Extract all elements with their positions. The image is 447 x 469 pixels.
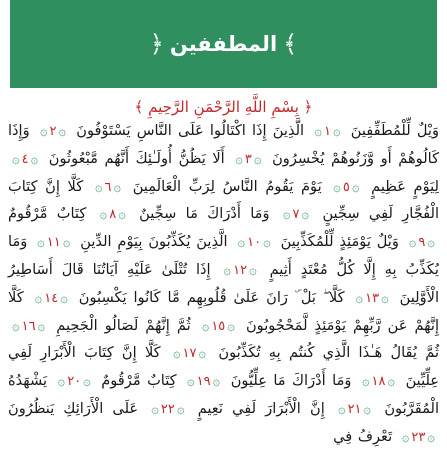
ayah-ornament-icon: ۞ bbox=[99, 207, 108, 223]
verse-text: وَمَا أَدْرَاكَ مَا عِلِّيُّونَ bbox=[230, 372, 352, 390]
ayah-number: ١ bbox=[323, 124, 331, 139]
ayah-ornament-icon: ۞ bbox=[60, 290, 68, 306]
ayah-marker bbox=[355, 286, 388, 313]
verse-text: يَوْمَ يَقُومُ النَّاسُ لِرَبِّ الْعَالَمِينَ bbox=[132, 177, 322, 195]
verse-text: ثُمَّ إِنَّهُمْ لَصَالُو الْجَحِيمِ bbox=[56, 316, 191, 334]
verse-text: كِتَابٌ مَّرْقُومٌ bbox=[101, 372, 177, 390]
ayah-number: ١٧ bbox=[182, 346, 197, 362]
verse-text: وَمَا يُكَذِّبُ بِهِ إِلَّا كُلُّ مُعْتَدٍ أَثِيمٍ bbox=[8, 233, 439, 278]
ayah-ornament-icon: ۞ bbox=[212, 374, 221, 390]
verse-text: أَلَا يَظُنُّ أُولَـٰئِكَ أَنَّهُم مَّبْعُوثُونَ bbox=[48, 149, 225, 167]
verse-text: الَّذِينَ يُكَذِّبُونَ بِيَوْمِ الدِّينِ bbox=[80, 233, 228, 251]
ayah-marker bbox=[100, 202, 126, 229]
ayah-number: ١٩ bbox=[196, 374, 211, 390]
verse-text: إِنَّ الْأَبْرَارَ لَفِي نَعِيمٍ bbox=[197, 399, 325, 417]
ayah-ornament-icon: ۞ bbox=[314, 124, 322, 139]
ayah-number: ١٢ bbox=[233, 262, 248, 278]
ayah-ornament-icon: ۞ bbox=[253, 151, 262, 167]
verse-text: يَشْهَدُهُ الْمُقَرَّبُونَ bbox=[8, 372, 440, 417]
verse-text: وَيْلٌ لِّلْمُطَفِّفِينَ bbox=[350, 122, 440, 139]
ayah-number: ١١ bbox=[46, 235, 61, 251]
ayah-ornament-icon: ۞ bbox=[57, 374, 66, 390]
verse-text: وَإِذَا كَالُوهُمْ أَو وَّزَنُوهُمْ يُخْسِرُونَ bbox=[8, 122, 440, 167]
ayah-ornament-icon: ۞ bbox=[223, 262, 232, 278]
ayah-marker bbox=[338, 397, 371, 424]
verse-text: عَلَى الْأَرَائِكِ يَنظُرُونَ bbox=[8, 399, 139, 417]
ayah-marker bbox=[409, 230, 435, 257]
ayah-ornament-icon: ۞ bbox=[176, 401, 185, 417]
ayah-marker bbox=[283, 202, 309, 229]
verse-text: كِتَابٌ مَّرْقُومٌ bbox=[8, 205, 87, 223]
ayah-ornament-icon: ۞ bbox=[381, 290, 389, 306]
ayah-ornament-icon: ۞ bbox=[151, 401, 159, 417]
ayah-ornament-icon: ۞ bbox=[39, 124, 48, 139]
ayah-ornament-icon: ۞ bbox=[83, 374, 91, 390]
title-ornament-open: ﴿ bbox=[149, 30, 164, 58]
ayah-marker bbox=[35, 286, 68, 313]
ayah-number: ١٠ bbox=[247, 235, 262, 251]
ayah-ornament-icon: ۞ bbox=[427, 235, 436, 251]
ayah-number: ٢٠ bbox=[67, 374, 82, 390]
ayah-ornament-icon: ۞ bbox=[249, 262, 257, 278]
ayah-ornament-icon: ۞ bbox=[363, 401, 372, 417]
ayah-marker bbox=[314, 119, 340, 146]
ayah-ornament-icon: ۞ bbox=[62, 235, 71, 251]
ayah-marker bbox=[37, 230, 70, 257]
ayah-number: ٧ bbox=[292, 207, 300, 223]
ayah-marker bbox=[202, 314, 235, 341]
ayah-ornament-icon: ۞ bbox=[427, 429, 435, 445]
ayah-ornament-icon: ۞ bbox=[187, 374, 195, 390]
ayah-ornament-icon: ۞ bbox=[361, 374, 370, 390]
ayah-ornament-icon: ۞ bbox=[113, 179, 122, 195]
surah-title-wrap bbox=[150, 32, 297, 56]
title-ornament-close: ﴾ bbox=[283, 30, 298, 58]
verse-text: كَلَّا إِنَّ كِتَابَ الْأَبْرَارِ لَفِي عِلِّيِّينَ bbox=[8, 344, 440, 390]
ayah-number: ٦ bbox=[104, 179, 112, 195]
verse-text: وَيْلٌ يَوْمَئِذٍ لِّلْمُكَذِّبِينَ bbox=[280, 233, 399, 251]
ayah-number: ٢٢ bbox=[160, 401, 175, 417]
verse-text: لِيَوْمٍ عَظِيمٍ bbox=[371, 177, 439, 195]
ayah-ornament-icon: ۞ bbox=[198, 346, 207, 362]
verse-text: كَلَّا إِنَّ كِتَابَ الْفُجَّارِ لَفِي سِجِّينٍ bbox=[8, 177, 440, 223]
ayah-number: ٩ bbox=[418, 235, 426, 251]
ayah-number: ١٣ bbox=[365, 290, 380, 306]
ayah-ornament-icon: ۞ bbox=[58, 124, 67, 139]
ayah-marker bbox=[187, 369, 220, 396]
ayah-ornament-icon: ۞ bbox=[333, 179, 341, 195]
ayah-ornament-icon: ۞ bbox=[235, 151, 243, 167]
verse-text: ثُمَّ يُقَالُ هَـٰذَا الَّذِي كُنتُم بِهِ تُكَذِّبُونَ bbox=[218, 344, 440, 362]
ayah-ornament-icon: ۞ bbox=[337, 401, 346, 417]
ayah-ornament-icon: ۞ bbox=[118, 207, 126, 223]
ayah-marker bbox=[12, 314, 45, 341]
ayah-number: ٢ bbox=[49, 124, 57, 139]
verse-text: وَمَا أَدْرَاكَ مَا سِجِّينٌ bbox=[139, 205, 270, 223]
ayah-number: ١٦ bbox=[21, 318, 36, 334]
ayah-marker bbox=[173, 341, 206, 368]
ayah-ornament-icon: ۞ bbox=[263, 235, 271, 251]
ayah-ornament-icon: ۞ bbox=[355, 290, 364, 306]
ayah-marker bbox=[40, 119, 66, 146]
ayah-ornament-icon: ۞ bbox=[408, 235, 417, 251]
ayah-ornament-icon: ۞ bbox=[12, 318, 20, 334]
ayah-number: ٨ bbox=[109, 207, 117, 223]
surah-header bbox=[10, 0, 437, 88]
bismillah: ﴿ بِسْمِ اللَّهِ الرَّحْمَنِ الرَّحِيمِ ﴾ bbox=[134, 98, 313, 116]
ayah-number: ٣ bbox=[244, 151, 252, 167]
ayah-ornament-icon: ۞ bbox=[282, 207, 291, 223]
ayah-ornament-icon: ۞ bbox=[37, 318, 46, 334]
ayah-ornament-icon: ۞ bbox=[401, 429, 410, 445]
ayah-ornament-icon: ۞ bbox=[227, 318, 235, 334]
ayah-marker bbox=[95, 175, 121, 202]
surah-title: المطففين bbox=[169, 32, 278, 56]
ayah-ornament-icon: ۞ bbox=[37, 235, 45, 251]
ayah-ornament-icon: ۞ bbox=[332, 124, 341, 139]
ayah-number: ٢١ bbox=[347, 401, 362, 417]
ayah-marker bbox=[235, 147, 261, 174]
verse-text: كَلَّا إِنَّهُمْ عَن رَّبِّهِمْ يَوْمَئِذٍ لَّمَحْجُوبُونَ bbox=[8, 288, 440, 334]
ayah-number: ٢٣ bbox=[411, 429, 426, 445]
ayah-number: ١٤ bbox=[44, 290, 59, 306]
ayah-ornament-icon: ۞ bbox=[201, 318, 210, 334]
ayah-number: ٥ bbox=[342, 179, 350, 195]
ayah-number: ٤ bbox=[21, 151, 29, 167]
ayah-ornament-icon: ۞ bbox=[387, 374, 396, 390]
ayah-ornament-icon: ۞ bbox=[237, 235, 246, 251]
verse-text: الَّذِينَ إِذَا اكْتَالُوا عَلَى النَّاسِ يَسْتَوْفُونَ bbox=[76, 122, 305, 139]
verse-text: كَلَّا ۖ بَلْ ۜ رَانَ عَلَىٰ قُلُوبِهِم مَّا كَانُوا يَكْسِبُونَ bbox=[78, 288, 345, 306]
ayah-marker bbox=[333, 175, 359, 202]
verse-text: تَعْرِفُ فِي bbox=[333, 427, 393, 445]
ayah-marker bbox=[58, 369, 91, 396]
ayah-number: ١٥ bbox=[211, 318, 226, 334]
ayah-ornament-icon: ۞ bbox=[30, 151, 39, 167]
ayah-marker bbox=[151, 397, 184, 424]
ayah-marker bbox=[237, 230, 270, 257]
ayah-marker bbox=[223, 258, 256, 285]
ayah-number: ١٨ bbox=[371, 374, 386, 390]
verse-text: إِذَا تُتْلَىٰ عَلَيْهِ آيَاتُنَا قَالَ أَسَاطِيرُ الْأَوَّلِينَ bbox=[8, 260, 440, 306]
ayah-marker bbox=[12, 147, 38, 174]
ayah-ornament-icon: ۞ bbox=[172, 346, 181, 362]
ayah-ornament-icon: ۞ bbox=[94, 179, 103, 195]
ayah-ornament-icon: ۞ bbox=[351, 179, 360, 195]
ayah-marker bbox=[402, 425, 435, 452]
ayah-marker bbox=[362, 369, 395, 396]
ayah-ornament-icon: ۞ bbox=[34, 290, 43, 306]
ayah-ornament-icon: ۞ bbox=[301, 207, 310, 223]
ayah-ornament-icon: ۞ bbox=[12, 151, 20, 167]
verses-text bbox=[8, 118, 439, 452]
